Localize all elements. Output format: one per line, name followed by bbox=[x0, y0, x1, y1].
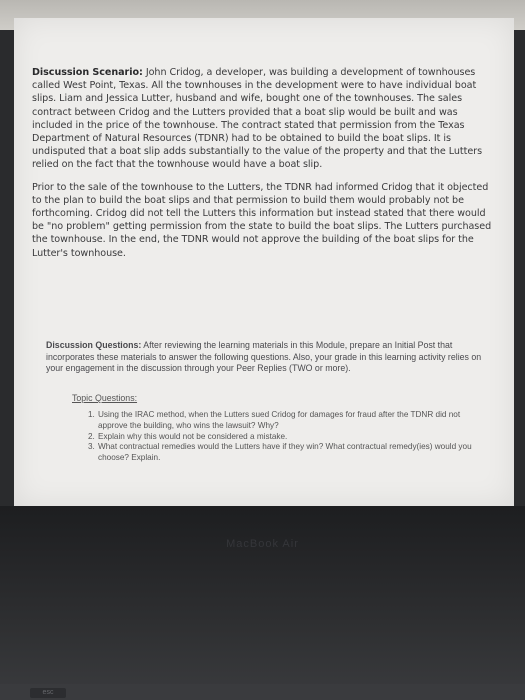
topic-questions-heading: Topic Questions: bbox=[72, 392, 138, 403]
list-item bbox=[46, 442, 486, 463]
laptop-brand-label: MacBook Air bbox=[226, 538, 299, 550]
questions-intro-text: After reviewing the learning materials in this Module, prepare an Initial Post that incorporates these materials to answer the following questions. Also, your grade in this learning activity relies on your engagement in the discussion through your Peer Replies (TWO or more). bbox=[46, 340, 482, 374]
discussion-scenario bbox=[32, 66, 500, 269]
questions-label: Discussion Questions: bbox=[46, 340, 142, 350]
topic-questions-list bbox=[46, 410, 486, 463]
item-text: Explain why this would not be considered a mistake. bbox=[98, 431, 288, 441]
scenario-paragraph-2 bbox=[32, 181, 500, 260]
item-text: What contractual remedies would the Lutters have if they win? What contractual remedy(ies) would you choose? Explain. bbox=[98, 442, 472, 462]
keyboard-edge bbox=[0, 684, 525, 700]
screen bbox=[14, 18, 514, 506]
scenario-text-1: John Cridog, a developer, was building a development of townhouses called West Point, Texas. All the townhouses in the development were to have individual boat slips. Liam and Jessica Lutter, husband and wife, bought one of the townhouses. The sales contract between Cridog and the Lutters provided that a boat slip would be built and was included in the price of the townhouse. The contract stated that permission from the Texas Department of Natural Resources (TDNR) had to be obtained to build the boat slips. It is undisputed that a boat slip adds substantially to the value of the property and that the Lutters relied on the fact that the townhouse would have a boat slip. bbox=[32, 67, 483, 171]
list-item bbox=[46, 432, 486, 443]
list-item bbox=[46, 410, 486, 431]
scenario-text-2: Prior to the sale of the townhouse to the Lutters, the TDNR had informed Cridog that it objected to the plan to build the boat slips and that permission to build them would probably not be forthcoming. Cridog did not tell the Lutters this information but instead stated that there would be "no problem" getting permission from the state to build the boat slips. The Lutters purchased the townhouse. In the end, the TDNR would not approve the building of the boat slips for the Lutter's townhouse. bbox=[32, 181, 492, 259]
item-text: Using the IRAC method, when the Lutters sued Cridog for damages for fraud after the TDNR did not approve the building, who wins the lawsuit? Why? bbox=[98, 410, 461, 430]
questions-intro bbox=[46, 340, 486, 375]
discussion-questions bbox=[46, 340, 486, 463]
escape-key[interactable]: esc bbox=[30, 688, 66, 698]
scenario-label: Discussion Scenario: bbox=[32, 67, 143, 78]
scenario-paragraph-1 bbox=[32, 66, 500, 172]
item-number: 2. bbox=[88, 431, 95, 441]
laptop-lower-bezel bbox=[0, 506, 525, 700]
item-number: 1. bbox=[88, 410, 95, 420]
item-number: 3. bbox=[88, 442, 95, 452]
